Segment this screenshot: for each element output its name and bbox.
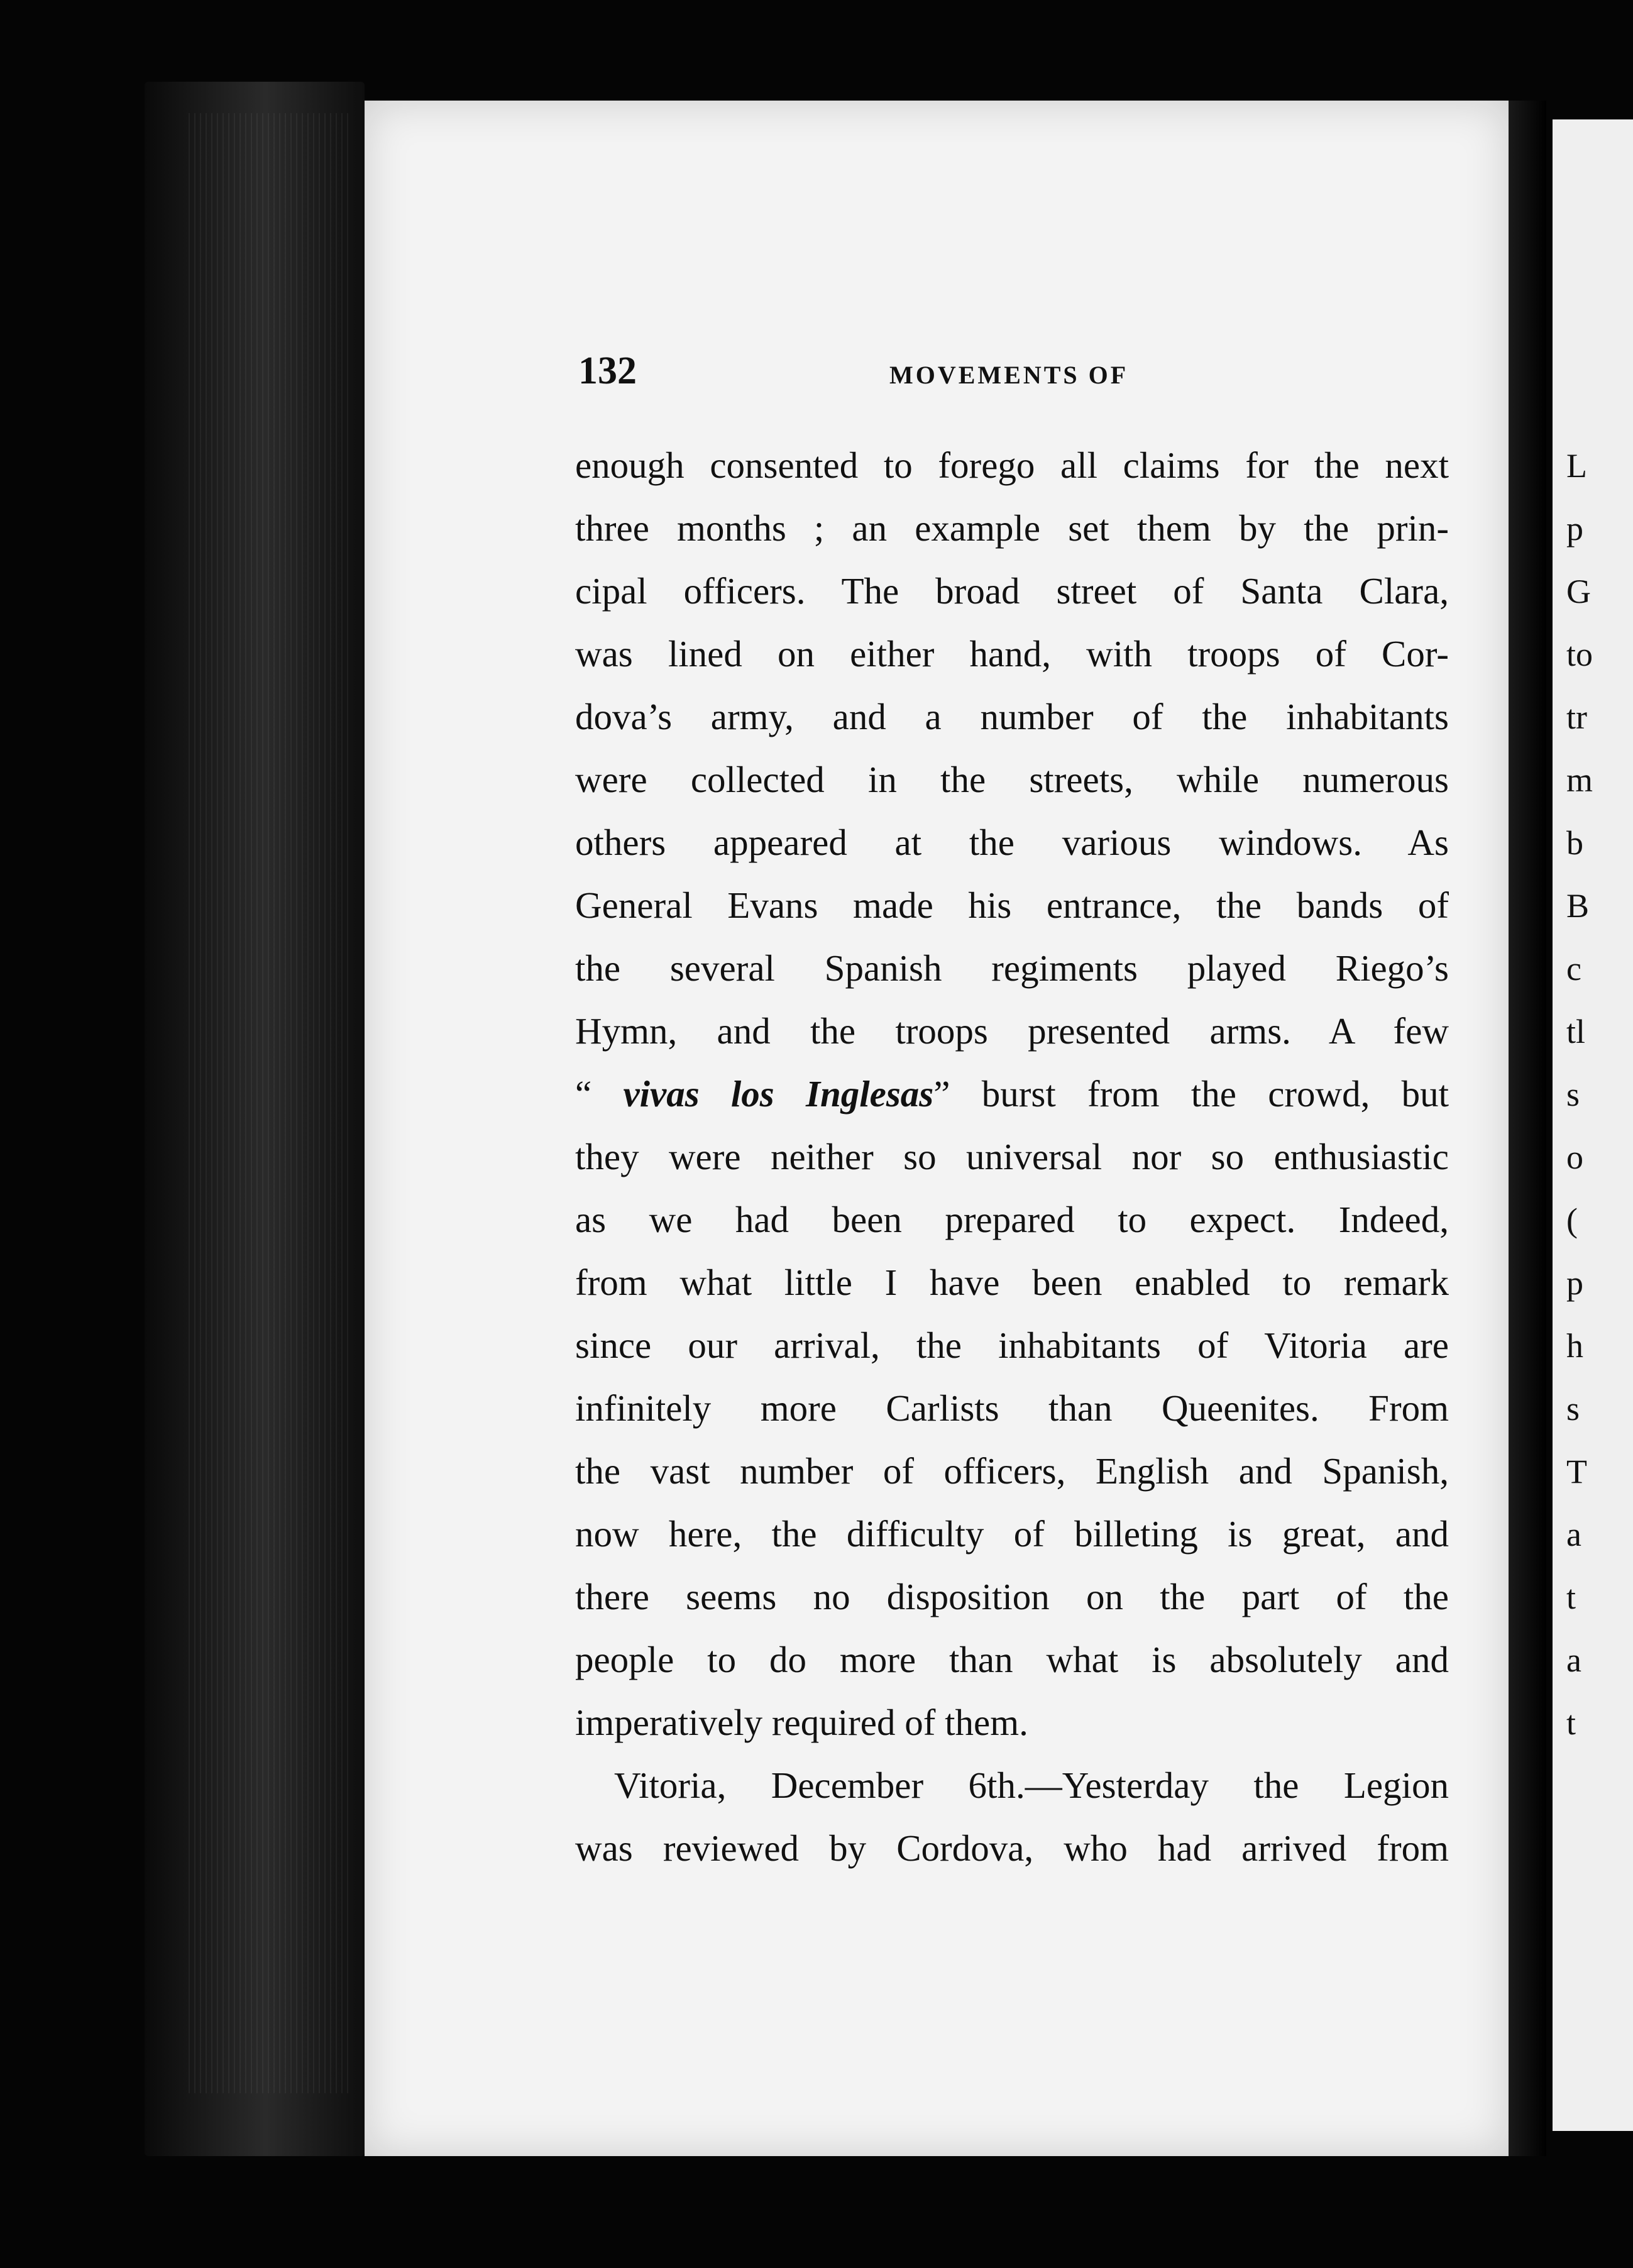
- text-line: cipal officers. The broad street of Santa Clara,: [575, 570, 1449, 612]
- italic-phrase: vivas los Inglesas: [623, 1073, 934, 1115]
- text-line: the vast number of officers, English and Spanish,: [575, 1450, 1449, 1492]
- book-gutter: [1509, 101, 1546, 2156]
- facing-page-fragment: G: [1566, 573, 1591, 610]
- text-line: dova’s army, and a number of the inhabitants: [575, 696, 1449, 737]
- facing-page-fragment: t: [1566, 1704, 1576, 1742]
- facing-page-fragment: p: [1566, 1264, 1583, 1302]
- facing-page-fragment: tl: [1566, 1013, 1586, 1050]
- facing-page-fragment: p: [1566, 510, 1583, 548]
- text-line: now here, the difficulty of billeting is great, and: [575, 1513, 1449, 1555]
- text-line: others appeared at the various windows. As: [575, 822, 1449, 863]
- text-line: was reviewed by Cordova, who had arrived from: [575, 1827, 1449, 1869]
- facing-page-fragment: (: [1566, 1201, 1578, 1239]
- facing-page-fragment: T: [1566, 1453, 1587, 1490]
- facing-page-fragment: h: [1566, 1327, 1583, 1365]
- facing-page-fragment: to: [1566, 636, 1593, 673]
- text-line: people to do more than what is absolutely and: [575, 1639, 1449, 1680]
- facing-page-fragment: s: [1566, 1076, 1580, 1113]
- facing-page-fragment: c: [1566, 950, 1581, 988]
- text-line: since our arrival, the inhabitants of Vitoria are: [575, 1324, 1449, 1366]
- page-number: 132: [578, 350, 637, 392]
- facing-page-fragment: a: [1566, 1641, 1581, 1679]
- facing-page-fragment: s: [1566, 1390, 1580, 1428]
- quote-continuation: ” burst from the crowd, but: [933, 1073, 1449, 1115]
- text-line: as we had been prepared to expect. Indeed,: [575, 1199, 1449, 1240]
- facing-page-fragment: b: [1566, 824, 1583, 862]
- text-line-quotation: [575, 1062, 1449, 1125]
- text-line: Hymn, and the troops presented arms. A few: [575, 1010, 1449, 1052]
- text-line: enough consented to forego all claims for the next: [575, 444, 1449, 486]
- text-line: from what little I have been enabled to remark: [575, 1262, 1449, 1303]
- facing-page: [1553, 119, 1633, 2131]
- text-line: three months ; an example set them by the prin-: [575, 507, 1449, 549]
- text-line: were collected in the streets, while numerous: [575, 759, 1449, 800]
- text-line: infinitely more Carlists than Queenites. From: [575, 1387, 1449, 1429]
- text-line: Vitoria, December 6th.—Yesterday the Legion: [614, 1764, 1449, 1806]
- page-header: [578, 349, 1446, 399]
- text-line: there seems no disposition on the part of the: [575, 1576, 1449, 1617]
- facing-page-fragment: m: [1566, 761, 1593, 799]
- text-line: the several Spanish regiments played Riego’s: [575, 947, 1449, 989]
- facing-page-fragment: o: [1566, 1138, 1583, 1176]
- facing-page-fragment: L: [1566, 447, 1587, 485]
- running-head: MOVEMENTS OF: [889, 361, 1129, 389]
- facing-page-fragment: a: [1566, 1516, 1581, 1553]
- text-line: was lined on either hand, with troops of Cor-: [575, 633, 1449, 674]
- facing-page-fragment: tr: [1566, 698, 1587, 736]
- page-edges: [189, 113, 352, 2093]
- text-line: General Evans made his entrance, the bands of: [575, 884, 1449, 926]
- body-text: [575, 434, 1449, 1880]
- text-line: they were neither so universal nor so enthusiastic: [575, 1136, 1449, 1177]
- opening-quote: “: [575, 1073, 624, 1115]
- facing-page-fragment: t: [1566, 1578, 1576, 1616]
- facing-page-fragment: B: [1566, 887, 1590, 925]
- text-line: imperatively required of them.: [575, 1702, 1028, 1743]
